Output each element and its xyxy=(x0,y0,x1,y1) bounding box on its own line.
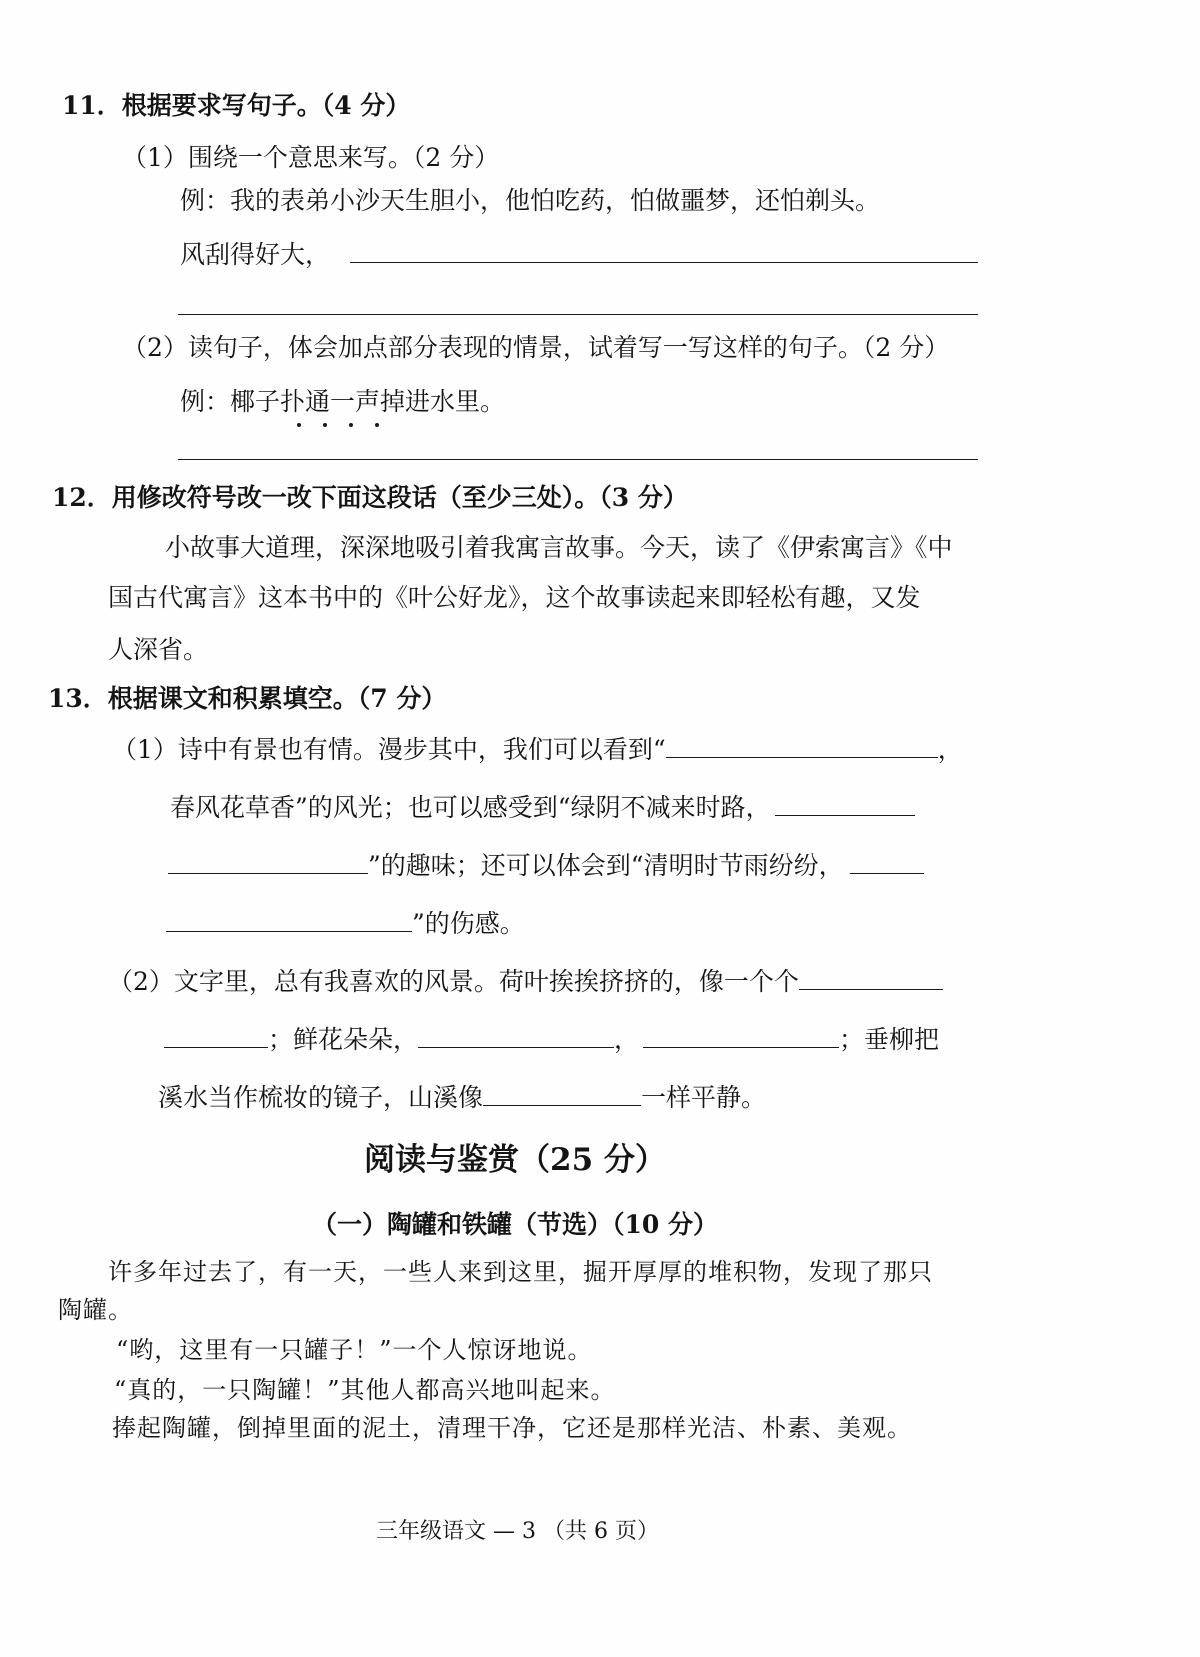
passage-line: 许多年过去了，有一天，一些人来到这里，掘开厚厚的堆积物，发现了那只 xyxy=(108,1258,933,1286)
q12-title: 12．用修改符号改一改下面这段话（至少三处）。（3 分） xyxy=(52,483,688,512)
emphasis-dot xyxy=(349,423,353,427)
q12-passage-line-2: 国古代寓言》这本书中的《叶公好龙》，这个故事读起来即轻松有趣，又发 xyxy=(108,583,921,612)
emphasis-dot xyxy=(323,423,327,427)
comma: ， xyxy=(937,735,963,764)
reading-section-title: 阅读与鉴赏（25 分） xyxy=(364,1142,666,1178)
blank-poem-line-3-start[interactable] xyxy=(850,849,924,874)
q13-part2-text-a: （2）文字里，总有我喜欢的风景。荷叶挨挨挤挤的，像一个个 xyxy=(108,967,799,996)
blank-stream[interactable] xyxy=(483,1081,641,1106)
q13-part2-line-2 xyxy=(164,1022,939,1058)
blank-lotus-end[interactable] xyxy=(164,1023,268,1048)
blank-poem-line-2-end[interactable] xyxy=(168,849,368,874)
q11-part1-title: （1）围绕一个意思来写。（2 分） xyxy=(122,143,500,172)
q11-part1-example: 例：我的表弟小沙天生胆小，他怕吃药，怕做噩梦，还怕剃头。 xyxy=(180,186,881,215)
q13-part2-line-1 xyxy=(108,964,943,1000)
q11-part2-title: （2）读句子，体会加点部分表现的情景，试着写一写这样的句子。（2 分） xyxy=(122,333,950,362)
blank-flowers-1[interactable] xyxy=(418,1023,614,1048)
q13-part2-text-c2: 一样平静。 xyxy=(641,1083,767,1112)
q13-part2-text-b3: ；垂柳把 xyxy=(839,1025,940,1054)
q12-passage-line-1: 小故事大道理，深深地吸引着我寓言故事。今天，读了《伊索寓言》《中 xyxy=(165,533,953,562)
passage-line: 捧起陶罐，倒掉里面的泥土，清理干净，它还是那样光洁、朴素、美观。 xyxy=(112,1414,912,1442)
page-footer: 三年级语文 — 3 （共 6 页） xyxy=(376,1519,659,1544)
q11-title: 11．根据要求写句子。（4 分） xyxy=(62,91,411,120)
reading-passage-subtitle: （一）陶罐和铁罐（节选）（10 分） xyxy=(312,1210,718,1239)
passage-line: “真的，一只陶罐！”其他人都高兴地叫起来。 xyxy=(114,1376,616,1404)
q13-part1-text-a: （1）诗中有景也有情。漫步其中，我们可以看到“ xyxy=(112,735,666,764)
q13-part2-text-c1: 溪水当作梳妆的镜子，山溪像 xyxy=(158,1083,484,1112)
q13-part2-line-3 xyxy=(158,1080,766,1116)
blank-poem-line-3-end[interactable] xyxy=(166,907,412,932)
q13-part1-text-d: ”的伤感。 xyxy=(412,909,525,938)
q11-part2-answer-line[interactable] xyxy=(178,459,978,460)
q13-part1-text-c: ”的趣味；还可以体会到“清明时节雨纷纷， xyxy=(368,851,844,880)
q13-part1-line-4 xyxy=(166,906,525,942)
q13-part2-text-b1: ；鲜花朵朵， xyxy=(268,1025,419,1054)
blank-lotus-start[interactable] xyxy=(799,965,943,990)
emphasis-dot xyxy=(297,423,301,427)
q13-part1-text-b: 春风花草香”的风光；也可以感受到“绿阴不减来时路， xyxy=(170,793,771,822)
q11-part1-answer-line-1[interactable] xyxy=(350,262,978,263)
emphasis-dot xyxy=(375,423,379,427)
q13-part2-text-b2: ， xyxy=(614,1025,640,1054)
q12-passage-line-3: 人深省。 xyxy=(108,635,209,664)
q11-part1-answer-line-2[interactable] xyxy=(178,314,978,315)
blank-poem-line-1[interactable] xyxy=(666,733,938,758)
q13-part1-line-3 xyxy=(168,848,924,884)
q11-part1-prompt: 风刮得好大， xyxy=(180,240,331,269)
q13-title: 13．根据课文和积累填空。（7 分） xyxy=(48,684,447,713)
passage-line: 陶罐。 xyxy=(58,1296,133,1324)
q13-part1-line-1 xyxy=(112,732,963,768)
passage-line: “哟，这里有一只罐子！”一个人惊讶地说。 xyxy=(116,1336,593,1364)
q11-part2-example: 例：椰子扑通一声掉进水里。 xyxy=(180,387,506,416)
blank-poem-line-2-start[interactable] xyxy=(775,791,915,816)
q13-part1-line-2 xyxy=(170,790,915,826)
blank-flowers-2[interactable] xyxy=(643,1023,839,1048)
